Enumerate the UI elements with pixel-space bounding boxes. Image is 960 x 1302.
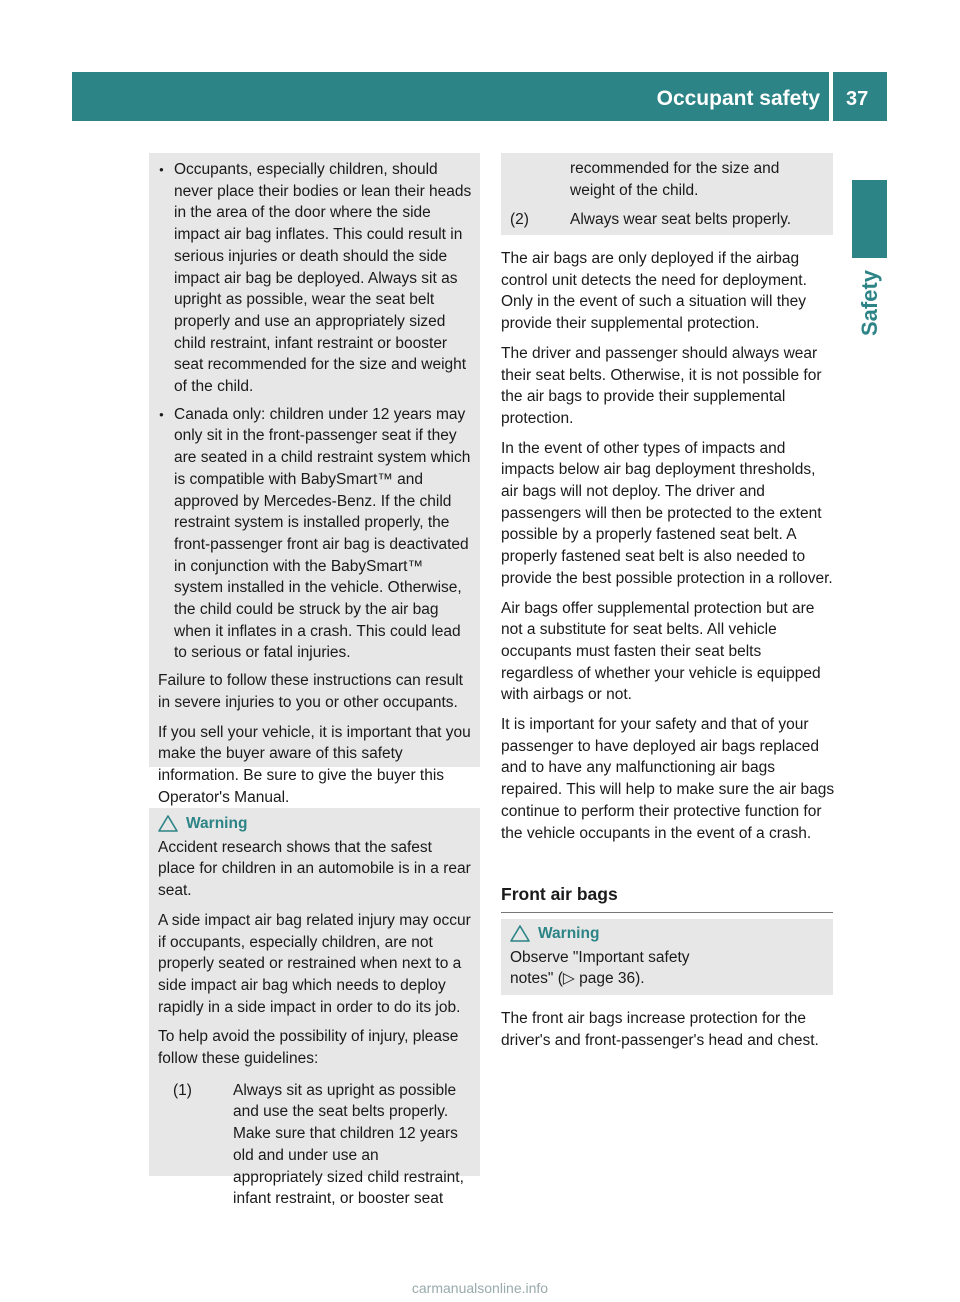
paragraph: If you sell your vehicle, it is important that you make the buyer aware of this safety information. Be sure to give the buyer this Operator's Manual. — [158, 723, 471, 806]
list-item: ● Occupants, especially children, should never place their bodies or lean their heads in the area of the door where the side impact air bag inflates. This could result in serious injuries or death should the side impact air bag be deployed. Always sit as upright as possible, wear the seat belt properly and use an appropriately sized child restraint, infant restraint or booster seat recommended for the size and weight of the child. — [158, 159, 472, 398]
body-text — [501, 248, 835, 852]
item-number: (1) — [173, 1081, 192, 1099]
paragraph: It is important for your safety and that of your passenger to have deployed air bags replaced and to have any malfunctioning air bags repaired. This will help to make sure the air bags continue to perform their protective function for the vehicle occupants in the event of a crash. — [501, 716, 835, 842]
paragraph: Accident research shows that the safest place for children in an automobile is in a rear seat. — [158, 838, 471, 900]
warning-heading: Warning — [510, 923, 825, 945]
header-divider — [829, 72, 833, 121]
side-tab — [852, 180, 887, 258]
paragraph: Observe "Important safety notes" (▷ page 36). — [510, 948, 690, 988]
safety-notes-box — [149, 153, 480, 806]
paragraph: Air bags offer supplemental protection but are not a substitute for seat belts. All vehicle occupants must fasten their seat belts regardless of whether your vehicle is equipped with airbags or not. — [501, 599, 821, 704]
item-text: Always wear seat belts properly. — [570, 211, 792, 229]
warning-heading: Warning — [158, 813, 472, 835]
guidelines-continued-box — [501, 153, 833, 235]
front-airbags-text — [501, 1008, 835, 1059]
warning-triangle-icon — [158, 815, 178, 832]
side-tab-label: Safety — [857, 269, 883, 337]
numbered-item — [510, 158, 825, 201]
paragraph: To help avoid the possibility of injury, please follow these guidelines: — [158, 1028, 459, 1068]
paragraph: In the event of other types of impacts and impacts below air bag deployment thresholds, air bags will not deploy. The driver and passengers will then be protected to the extent possible by a properly fastened seat belt. A properly fastened seat belt is also needed to provide the best possible protection in a rollover. — [501, 439, 833, 587]
item-number: (2) — [510, 211, 529, 229]
list-item: ● Canada only: children under 12 years may only sit in the front-passenger seat if they are seated in a child restraint system which is compatible with BabySmart™ and approved by Mercedes-Benz. If the child restraint system is installed properly, the front-passenger front air bag is deactivated in conjunction with the BabySmart™ system installed in the vehicle. Otherwise, the child could be struck by the air bag when it inflates in a crash. This could lead to serious or fatal injuries. — [158, 404, 472, 664]
paragraph: Failure to follow these instructions can result in severe injuries to you or other occupants. — [158, 672, 463, 711]
numbered-item — [158, 1080, 472, 1210]
paragraph: The air bags are only deployed if the airbag control unit detects the need for deployment. Only in the event of such a situation will they provide their supplemental protection. — [501, 250, 807, 333]
numbered-item — [510, 209, 825, 231]
item-number — [510, 158, 570, 201]
paragraph: The driver and passenger should always wear their seat belts. Otherwise, it is not possible for the air bags to provide their supplemental protection. — [501, 344, 822, 427]
paragraph: A side impact air bag related injury may occur if occupants, especially children, are not properly seated or restrained when next to a side impact air bag which needs to deploy rapidly in a side impact in order to do its job. — [158, 911, 471, 1016]
item-text: recommended for the size and weight of the child. — [570, 160, 780, 199]
front-airbags-section — [501, 884, 833, 913]
front-warning-box — [501, 919, 833, 995]
item-text: Always sit as upright as possible and use the seat belts properly. Make sure that children 12 years old and under use an appropriately sized child restraint, infant restraint, or booster seat — [233, 1081, 464, 1208]
page-number: 37 — [846, 88, 869, 110]
watermark: carmanualsonline.info — [411, 1280, 549, 1296]
warning-box — [149, 808, 480, 1208]
page-title: Occupant safety — [656, 87, 820, 110]
section-heading: Front air bags — [501, 884, 833, 913]
warning-triangle-icon — [510, 925, 530, 942]
paragraph: The front air bags increase protection for the driver's and front-passenger's head and chest. — [501, 1010, 819, 1049]
